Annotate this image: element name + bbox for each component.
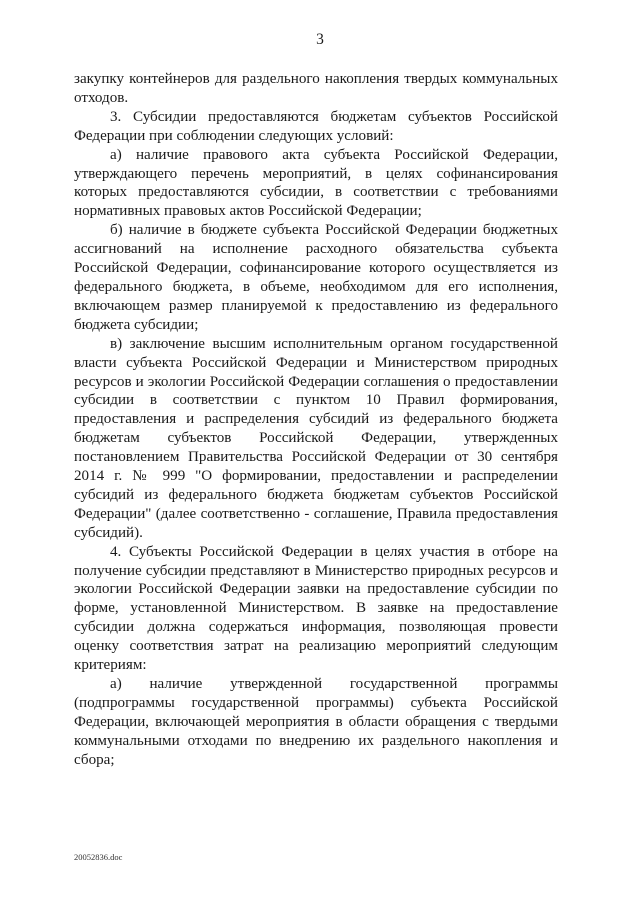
- paragraph-subitem-b: б) наличие в бюджете субъекта Российской Федерации бюджетных ассигнований на исполнение расходного обязательства субъекта Российской Федерации, софинансирование которого осуществляется из федерального бюджета, в объеме, необходимом для его исполнения, включающем размер планируемой к предоставлению из федерального бюджета субсидии;: [74, 222, 558, 333]
- paragraph-subitem-v: в) заключение высшим исполнительным органом государственной власти субъекта Российской Федерации и Министерством природных ресурсов и экологии Российской Федерации соглашения о предоставлении субсидии в соответствии с пунктом 10 Правил формирования, предоставления и распределения субсидий из федерального бюджета бюджетам субъектов Российской Федерации, утвержденных постановлением Правительства Российской Федерации от 30 сентября 2014 г. № 999 "О формировании, предоставлении и распределении субсидий из федерального бюджета бюджетам субъектов Российской Федерации" (далее соответственно - соглашение, Правила предоставления субсидий).: [74, 335, 558, 541]
- paragraph-item-4: 4. Субъекты Российской Федерации в целях участия в отборе на получение субсидии представляют в Министерство природных ресурсов и экологии Российской Федерации заявки на предоставление субсидии по форме, установленной Министерством. В заявке на предоставление субсидии должна содержаться информация, позволяющая провести оценку соответствия затрат на реализацию мероприятий следующим критериям:: [74, 543, 558, 674]
- page-number: 3: [316, 31, 324, 48]
- paragraph-item-3: 3. Субсидии предоставляются бюджетам субъектов Российской Федерации при соблюдении следующих условий:: [74, 108, 558, 144]
- document-body: [74, 70, 558, 770]
- paragraph-continuation: закупку контейнеров для раздельного накопления твердых коммунальных отходов.: [74, 71, 558, 106]
- paragraph-subitem-a: а) наличие правового акта субъекта Российской Федерации, утверждающего перечень мероприятий, в целях софинансирования которых предоставляются субсидии, в соответствии с требованиями нормативных правовых актов Российской Федерации;: [74, 146, 558, 220]
- paragraph-criterion-a: а) наличие утвержденной государственной программы (подпрограммы государственной программы) субъекта Российской Федерации, включающей мероприятия в области обращения с твердыми коммунальными отходами по внедрению их раздельного накопления и сбора;: [74, 676, 558, 768]
- file-code: 20052836.doc: [74, 852, 123, 862]
